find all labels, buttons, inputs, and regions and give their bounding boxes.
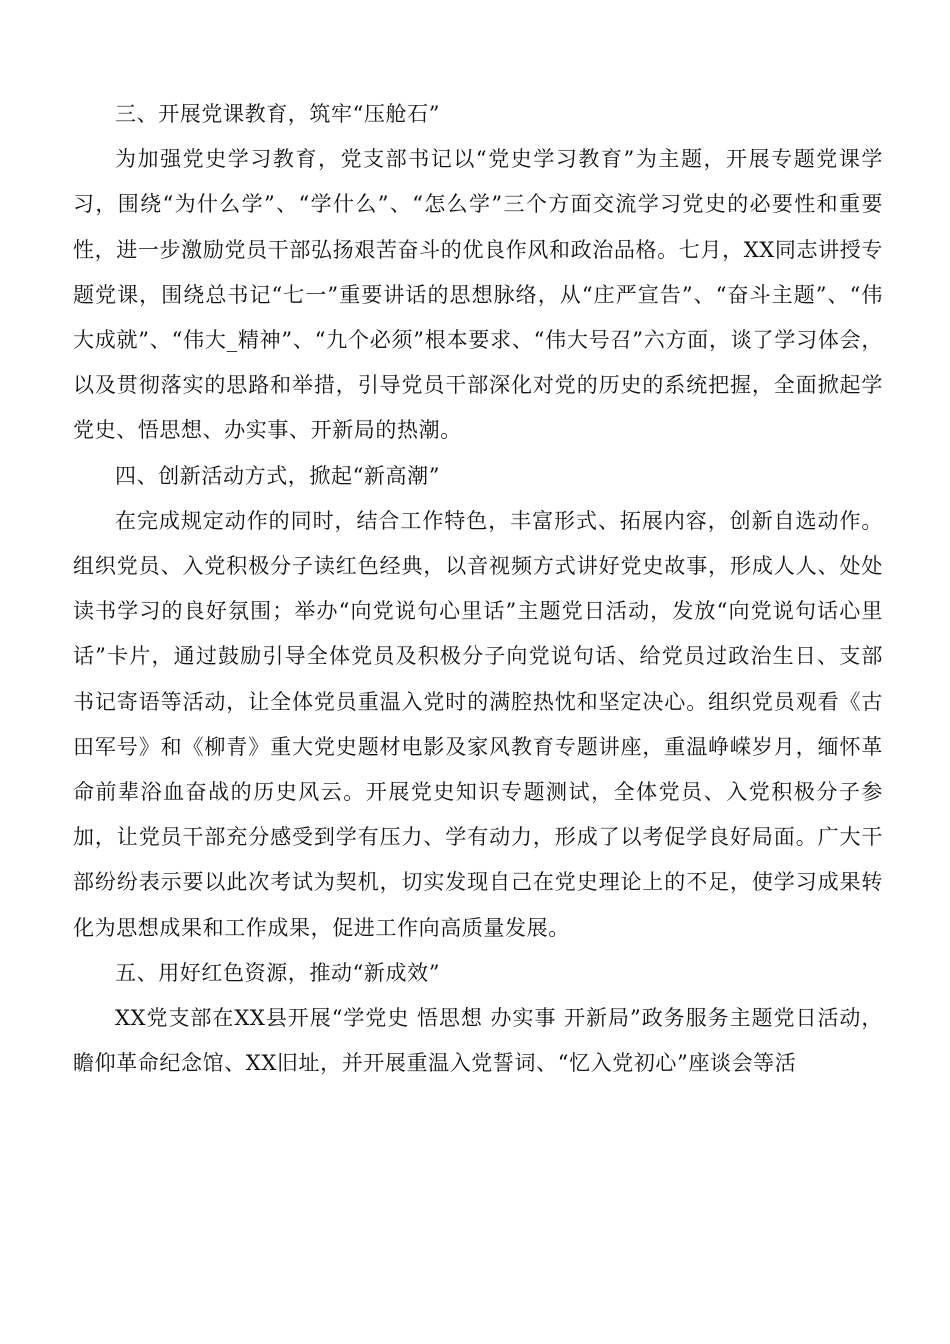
section-paragraph: 为加强党史学习教育，党支部书记以“党史学习教育”为主题，开展专题党课学习，围绕“为什么学”、“学什么”、“怎么学”三个方面交流学习党史的必要性和重要性，进一步激励党员干部弘扬艰苦奋斗的优良作风和政治品格。七月，XX同志讲授专题党课，围绕总书记“七一”重要讲话的思想脉络，从“庄严宣告”、“奋斗主题”、“伟大成就”、“伟大_精神”、“九个必须”根本要求、“伟大号召”六方面，谈了学习体会，以及贯彻落实的思路和举措，引导党员干部深化对党的历史的系统把握，全面掀起学党史、悟思想、办实事、开新局的热潮。 [73,147,883,443]
section-heading-3: 三、开展党课教育，筑牢“压舱石” [115,102,441,126]
section-paragraph: 在完成规定动作的同时，结合工作特色，丰富形式、拓展内容，创新自选动作。组织党员、入党积极分子读红色经典，以音视频方式讲好党史故事，形成人人、处处读书学习的良好氛围；举办“向党说句心里话”主题党日活动，发放“向党说句话心里话”卡片，通过鼓励引导全体党员及积极分子向党说句话、给党员过政治生日、支部书记寄语等活动，让全体党员重温入党时的满腔热忱和坚定决心。组织党员观看《古田军号》和《柳青》重大党史题材电影及家风教育专题讲座，重温峥嵘岁月，缅怀革命前辈浴血奋战的历史风云。开展党史知识专题测试，全体党员、入党积极分子参加，让党员干部充分感受到学有压力、学有动力，形成了以考促学良好局面。广大干部纷纷表示要以此次考试为契机，切实发现自己在党史理论上的不足，使学习成果转化为思想成果和工作成果，促进工作向高质量发展。 [73,508,883,940]
section-paragraph: XX党支部在XX县开展“学党史 悟思想 办实事 开新局”政务服务主题党日活动，瞻仰革命纪念馆、XX旧址，并开展重温入党誓词、“忆入党初心”座谈会等活 [73,1006,883,1076]
document-body [73,92,883,1086]
section-heading-4: 四、创新活动方式，掀起“新高潮” [115,463,441,488]
section-heading-5: 五、用好红色资源，推动“新成效” [115,960,441,985]
